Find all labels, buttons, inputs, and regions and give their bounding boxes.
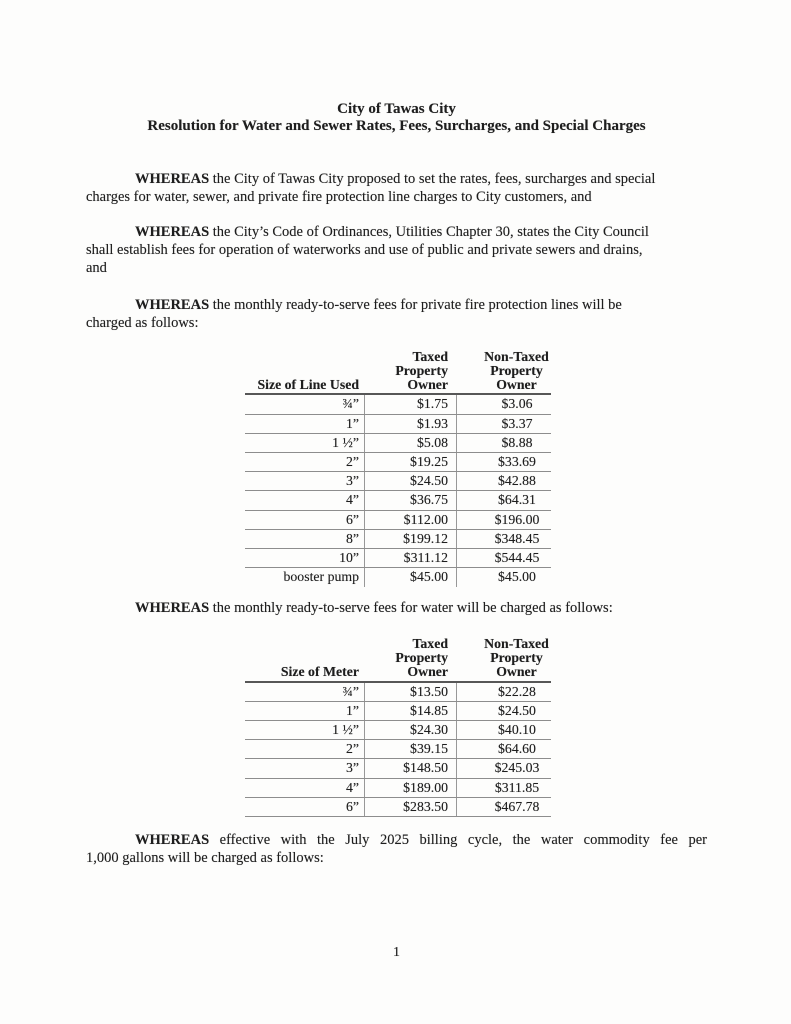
paragraph-line: WHEREAS effective with the July 2025 billing cycle, the water commodity fee per (135, 831, 707, 848)
header-nontaxed-owner-column: Non-Taxed Property Owner (484, 349, 549, 392)
whereas-keyword: WHEREAS (135, 600, 210, 617)
paragraph-line: charged as follows: (86, 315, 199, 331)
fire-protection-line-fees-table (245, 350, 551, 587)
table-cell: ¾” (342, 683, 359, 699)
table-cell: $5.08 (364, 434, 456, 452)
table-cell: 6” (345, 511, 359, 527)
paragraph-line: charges for water, sewer, and private fire protection line charges to City customers, and (86, 189, 592, 205)
table-header-row (245, 637, 551, 682)
table-cell: 10” (339, 549, 359, 565)
paragraph-whereas-code-of-ordinances (86, 223, 707, 277)
table-row (245, 740, 551, 759)
table-cell: $24.50 (364, 472, 456, 490)
table-cell: $42.88 (456, 472, 551, 490)
table-row (245, 491, 551, 510)
table-cell: $8.88 (456, 434, 551, 452)
table-cell: $467.78 (456, 798, 551, 816)
table-cell: $189.00 (364, 779, 456, 797)
table-cell: $1.93 (364, 415, 456, 433)
table-cell: $24.50 (456, 702, 551, 720)
paragraph-line: 1,000 gallons will be charged as follows: (86, 849, 324, 866)
table-cell: $36.75 (364, 491, 456, 509)
header-size-column: Size of Line Used (257, 376, 359, 392)
table-cell: 2” (345, 453, 359, 469)
table-row (245, 415, 551, 434)
table-cell: $24.30 (364, 721, 456, 739)
table-cell: ¾” (342, 396, 359, 412)
paragraph-whereas-rates-proposed (86, 170, 707, 206)
table-cell: $245.03 (456, 759, 551, 777)
table-cell: $33.69 (456, 453, 551, 471)
table-row (245, 798, 551, 817)
whereas-keyword: WHEREAS (135, 297, 210, 313)
title-line-2: Resolution for Water and Sewer Rates, Fees, Surcharges, and Special Charges (147, 118, 646, 134)
table-cell: 1 ½” (332, 434, 359, 450)
table-row (245, 453, 551, 472)
table-header-row (245, 350, 551, 395)
table-cell: $148.50 (364, 759, 456, 777)
table-cell: $40.10 (456, 721, 551, 739)
table-cell: $13.50 (364, 683, 456, 701)
header-taxed-owner-column: Taxed Property Owner (395, 636, 448, 679)
table-row (245, 683, 551, 702)
table-cell: 4” (345, 492, 359, 508)
header-taxed-owner-column: Taxed Property Owner (395, 349, 448, 392)
whereas-keyword: WHEREAS (135, 224, 210, 240)
table-cell: 3” (345, 473, 359, 489)
page-number: 1 (393, 944, 400, 960)
table-cell: $311.85 (456, 779, 551, 797)
table-cell: $348.45 (456, 530, 551, 548)
table-cell: $311.12 (364, 549, 456, 567)
table-cell: 8” (345, 530, 359, 546)
paragraph-line: shall establish fees for operation of waterworks and use of public and private sewers and drains, (86, 242, 643, 258)
table-cell: $3.37 (456, 415, 551, 433)
table-cell: booster pump (283, 569, 359, 585)
table-cell: $45.00 (364, 568, 456, 587)
paragraph-whereas-water-fees (86, 599, 707, 617)
table-cell: $199.12 (364, 530, 456, 548)
table-cell: 2” (345, 741, 359, 757)
table-row (245, 568, 551, 587)
whereas-keyword: WHEREAS (135, 831, 210, 848)
table-row (245, 702, 551, 721)
header-size-column: Size of Meter (280, 663, 359, 679)
table-cell: $45.00 (456, 568, 551, 587)
paragraph-line: WHEREAS the City of Tawas City proposed to set the rates, fees, surcharges and special (135, 171, 656, 187)
table-row (245, 395, 551, 414)
table-cell: 6” (345, 798, 359, 814)
table-cell: $14.85 (364, 702, 456, 720)
table-cell: 1” (345, 702, 359, 718)
document-title (86, 101, 707, 135)
table-cell: 1 ½” (332, 722, 359, 738)
whereas-keyword: WHEREAS (135, 171, 210, 187)
table-row (245, 511, 551, 530)
table-cell: $112.00 (364, 511, 456, 529)
water-meter-fees-table (245, 637, 551, 817)
table-row (245, 549, 551, 568)
table-row (245, 721, 551, 740)
paragraph-line: WHEREAS the City’s Code of Ordinances, Utilities Chapter 30, states the City Council (135, 224, 649, 240)
table-cell: $544.45 (456, 549, 551, 567)
paragraph-whereas-fire-protection-fees (86, 296, 707, 332)
header-nontaxed-owner-column: Non-Taxed Property Owner (484, 636, 549, 679)
table-cell: 1” (345, 415, 359, 431)
paragraph-line: and (86, 260, 107, 276)
table-row (245, 759, 551, 778)
table-row (245, 779, 551, 798)
table-cell: $1.75 (364, 395, 456, 413)
table-cell: $19.25 (364, 453, 456, 471)
table-cell: $3.06 (456, 395, 551, 413)
table-cell: $64.31 (456, 491, 551, 509)
table-row (245, 434, 551, 453)
table-cell: 4” (345, 779, 359, 795)
table-cell: $39.15 (364, 740, 456, 758)
table-row (245, 530, 551, 549)
paragraph-line: WHEREAS the monthly ready-to-serve fees for private fire protection lines will be (135, 297, 622, 313)
table-row (245, 472, 551, 491)
table-cell: $196.00 (456, 511, 551, 529)
title-line-1: City of Tawas City (337, 101, 456, 117)
table-cell: 3” (345, 760, 359, 776)
table-cell: $22.28 (456, 683, 551, 701)
table-cell: $64.60 (456, 740, 551, 758)
paragraph-whereas-commodity-fee (86, 831, 707, 867)
paragraph-line: WHEREAS the monthly ready-to-serve fees for water will be charged as follows: (135, 600, 613, 617)
table-cell: $283.50 (364, 798, 456, 816)
